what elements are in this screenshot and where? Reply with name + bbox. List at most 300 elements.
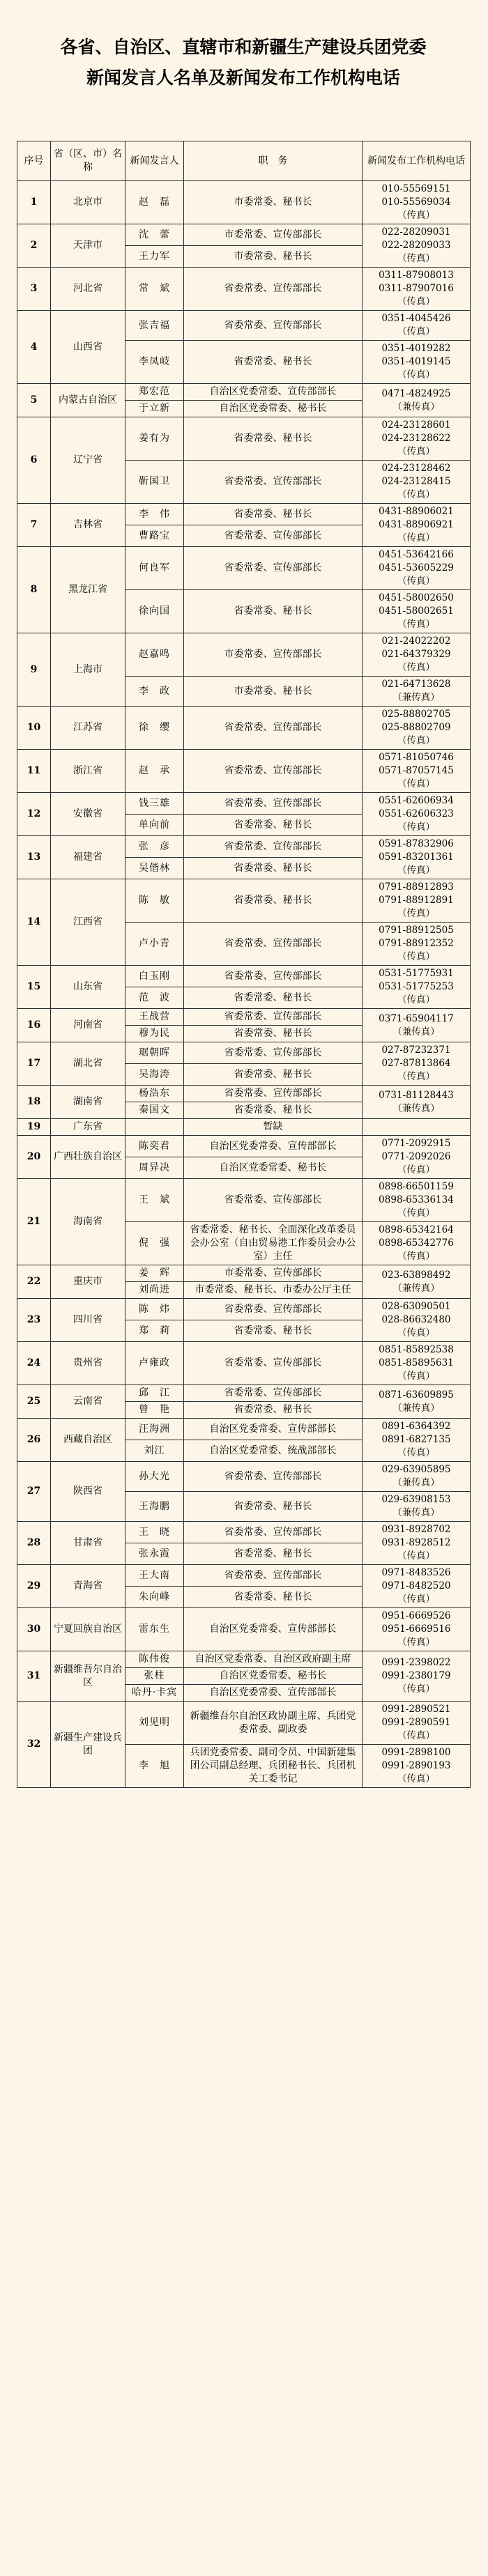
phone-line: 0931-8928702 — [381, 1524, 451, 1535]
spokesperson-position: 省委常委、秘书长 — [184, 417, 363, 461]
row-number: 27 — [17, 1462, 51, 1522]
spokesperson-name: 沈 蕾 — [125, 224, 184, 246]
phone-line: 025-88802705 — [381, 709, 451, 720]
table-row — [17, 384, 471, 401]
spokesperson-position: 省委常委、宣传部部长 — [184, 525, 363, 547]
spokesperson-position: 省委常委、宣传部部长 — [184, 966, 363, 987]
row-number: 2 — [17, 224, 51, 268]
spokesperson-position: 省委常委、秘书长 — [184, 1402, 363, 1419]
phone-line: 0791-88912505 — [379, 925, 454, 936]
spokesperson-name: 郑宏范 — [125, 384, 184, 401]
row-number: 22 — [17, 1265, 51, 1299]
spokesperson-position: 省委常委、宣传部部长 — [184, 547, 363, 590]
region-name: 海南省 — [51, 1179, 125, 1265]
phone-line: 0951-6669516 — [381, 1624, 451, 1635]
row-number: 25 — [17, 1385, 51, 1419]
row-number: 32 — [17, 1702, 51, 1788]
table-row — [17, 1462, 471, 1492]
spokesperson-name: 赵 磊 — [125, 181, 184, 224]
phone-line: 025-88802709 — [381, 722, 451, 733]
spokesperson-name: 徐向国 — [125, 590, 184, 633]
phone-line: （传真） — [397, 662, 435, 673]
spokesperson-position: 省委常委、秘书长 — [184, 1587, 363, 1608]
row-number: 24 — [17, 1342, 51, 1385]
phone-cell — [363, 1565, 471, 1608]
phone-line: 021-64713628 — [381, 679, 451, 690]
region-name: 广东省 — [51, 1119, 125, 1136]
phone-line: 0791-88912352 — [379, 938, 454, 949]
phone-cell — [363, 750, 471, 793]
phone-line: （传真） — [397, 1327, 435, 1339]
spokesperson-name: 陈伟俊 — [125, 1651, 184, 1668]
spokesperson-position: 自治区党委常委、统战部部长 — [184, 1440, 363, 1462]
phone-line: 0471-4824925 — [381, 387, 451, 399]
spokesperson-name: 孙大光 — [125, 1462, 184, 1492]
spokesperson-position: 省委常委、宣传部部长 — [184, 311, 363, 341]
phone-line: 0991-2380179 — [381, 1670, 451, 1681]
table-row — [17, 1565, 471, 1587]
phone-line: （传真） — [397, 489, 435, 500]
spokesperson-position: 省委常委、秘书长 — [184, 1320, 363, 1342]
table-row — [17, 793, 471, 815]
phone-cell — [363, 504, 471, 547]
spokesperson-position: 省委常委、秘书长 — [184, 815, 363, 836]
region-name: 山东省 — [51, 966, 125, 1009]
spokesperson-name: 何良军 — [125, 547, 184, 590]
spokesperson-name: 白玉刚 — [125, 966, 184, 987]
spokesperson-name: 钱三雄 — [125, 793, 184, 815]
spokesperson-name: 徐 缨 — [125, 707, 184, 750]
spokesperson-position: 省委常委、宣传部部长 — [184, 707, 363, 750]
phone-line: （传真） — [397, 1251, 435, 1262]
row-number: 4 — [17, 311, 51, 384]
phone-line: 0991-2898100 — [381, 1747, 451, 1758]
table-row — [17, 504, 471, 525]
row-number: 17 — [17, 1042, 51, 1086]
spokesperson-position: 省委常委、秘书长 — [184, 858, 363, 879]
phone-line: 029-63905895 — [381, 1464, 451, 1475]
region-name: 黑龙江省 — [51, 547, 125, 633]
title-block — [17, 32, 470, 141]
row-number: 6 — [17, 417, 51, 504]
table-row — [17, 417, 471, 461]
phone-line: （传真） — [397, 735, 435, 746]
phone-line: （传真） — [397, 1637, 435, 1648]
phone-cell — [363, 1522, 471, 1565]
phone-line: 0591-83201361 — [379, 851, 454, 863]
spokesperson-name: 李 伟 — [125, 504, 184, 525]
phone-cell — [363, 879, 471, 923]
table-row — [17, 181, 471, 224]
phone-line: （传真） — [397, 1683, 435, 1695]
spokesperson-name: 张吉福 — [125, 311, 184, 341]
phone-line: （兼传真） — [392, 401, 440, 412]
phone-line: 021-64379329 — [381, 649, 451, 660]
phone-cell — [363, 268, 471, 311]
phone-cell — [363, 1745, 471, 1788]
table-row — [17, 966, 471, 987]
row-number: 23 — [17, 1299, 51, 1342]
page-title — [17, 32, 470, 93]
spokesperson-name: 李凤岐 — [125, 341, 184, 384]
phone-cell — [363, 836, 471, 879]
table-row — [17, 1608, 471, 1651]
spokesperson-position: 省委常委、宣传部部长 — [184, 1042, 363, 1064]
region-name: 宁夏回族自治区 — [51, 1608, 125, 1651]
spokesperson-name: 李 旭 — [125, 1745, 184, 1788]
spokesperson-position: 省委常委、秘书长 — [184, 590, 363, 633]
phone-line: 010-55569034 — [381, 196, 451, 208]
spokesperson-name: 汪海洲 — [125, 1419, 184, 1440]
spokesperson-position: 省委常委、宣传部部长 — [184, 836, 363, 858]
table-row — [17, 1136, 471, 1157]
phone-line: （传真） — [397, 532, 435, 543]
phone-cell — [363, 1009, 471, 1042]
phone-line: 0851-85892538 — [379, 1344, 454, 1355]
spokesperson-name: 赵嘉鸣 — [125, 633, 184, 677]
phone-cell — [363, 1462, 471, 1492]
header-position: 职 务 — [184, 141, 363, 181]
spokesperson-name: 常 斌 — [125, 268, 184, 311]
spokesperson-position: 市委常委、秘书长 — [184, 677, 363, 707]
region-name: 福建省 — [51, 836, 125, 879]
phone-line: 024-23128622 — [381, 433, 451, 444]
spokesperson-name: 姜有为 — [125, 417, 184, 461]
region-name: 新疆维吾尔自治区 — [51, 1651, 125, 1702]
row-number: 26 — [17, 1419, 51, 1462]
phone-line: （传真） — [397, 1371, 435, 1382]
spokesperson-position: 市委常委、秘书长 — [184, 181, 363, 224]
phone-line: 0311-87907016 — [379, 283, 454, 294]
phone-line: （传真） — [397, 865, 435, 876]
region-name: 天津市 — [51, 224, 125, 268]
table-row — [17, 1419, 471, 1440]
phone-cell — [363, 547, 471, 590]
spokesperson-name: 王 斌 — [125, 1179, 184, 1222]
region-name: 贵州省 — [51, 1342, 125, 1385]
spokesperson-position: 省委常委、秘书长 — [184, 504, 363, 525]
spokesperson-position: 自治区党委常委、宣传部部长 — [184, 1608, 363, 1651]
phone-line: （兼传真） — [392, 1282, 440, 1294]
table-row — [17, 1651, 471, 1668]
spokesperson-position: 省委常委、秘书长 — [184, 987, 363, 1009]
region-name: 上海市 — [51, 633, 125, 707]
phone-line: 0451-58002650 — [379, 592, 454, 603]
header-phone: 新闻发布工作机构电话 — [363, 141, 471, 181]
phone-cell — [363, 923, 471, 966]
region-name: 西藏自治区 — [51, 1419, 125, 1462]
row-number: 10 — [17, 707, 51, 750]
phone-line: 024-23128601 — [381, 419, 451, 431]
spokesperson-name: 秦国文 — [125, 1102, 184, 1119]
table-row — [17, 1385, 471, 1402]
phone-cell — [363, 633, 471, 677]
phone-cell — [363, 677, 471, 707]
phone-line: （兼传真） — [392, 1402, 440, 1414]
spokesperson-name: 朱向峰 — [125, 1587, 184, 1608]
spokesperson-position: 省委常委、宣传部部长 — [184, 1565, 363, 1587]
region-name: 内蒙古自治区 — [51, 384, 125, 417]
row-number: 9 — [17, 633, 51, 707]
phone-cell — [363, 417, 471, 461]
table-row — [17, 1522, 471, 1543]
spokesperson-position: 自治区党委常委、宣传部部长 — [184, 1685, 363, 1702]
spokesperson-position: 省委常委、宣传部部长 — [184, 1299, 363, 1320]
spokesperson-name: 单向前 — [125, 815, 184, 836]
region-name: 山西省 — [51, 311, 125, 384]
row-number: 12 — [17, 793, 51, 836]
phone-line: （传真） — [397, 778, 435, 789]
phone-line: 022-28209033 — [381, 240, 451, 251]
phone-line: 0971-8483526 — [381, 1567, 451, 1578]
spokesperson-name: 范 波 — [125, 987, 184, 1009]
phone-line: 0771-2092026 — [381, 1151, 451, 1162]
phone-line: （传真） — [397, 619, 435, 630]
phone-line: 0531-51775253 — [379, 981, 454, 992]
spokesperson-name: 雷东生 — [125, 1608, 184, 1651]
spokesperson-position: 省委常委、宣传部部长 — [184, 1009, 363, 1026]
spokesperson-position: 自治区党委常委、秘书长 — [184, 1668, 363, 1685]
spokesperson-position: 自治区党委常委、宣传部部长 — [184, 1419, 363, 1440]
row-number: 1 — [17, 181, 51, 224]
phone-line: （传真） — [397, 1071, 435, 1082]
phone-line: （传真） — [397, 253, 435, 264]
phone-cell — [363, 384, 471, 417]
spokesperson-position: 暂缺 — [184, 1119, 363, 1136]
spokesperson-position: 市委常委、秘书长、市委办公厅主任 — [184, 1282, 363, 1299]
spokesperson-name: 周异决 — [125, 1157, 184, 1179]
table-row — [17, 1042, 471, 1064]
row-number: 20 — [17, 1136, 51, 1179]
phone-cell — [363, 1419, 471, 1462]
phone-line: （传真） — [397, 1164, 435, 1175]
spokesperson-position: 市委常委、秘书长 — [184, 246, 363, 268]
region-name: 北京市 — [51, 181, 125, 224]
spokesperson-name: 哈丹·卡宾 — [125, 1685, 184, 1702]
region-name: 辽宁省 — [51, 417, 125, 504]
row-number: 14 — [17, 879, 51, 966]
row-number: 7 — [17, 504, 51, 547]
phone-line: 0791-88912893 — [379, 881, 454, 893]
spokesperson-position: 省委常委、秘书长 — [184, 879, 363, 923]
row-number: 8 — [17, 547, 51, 633]
spokesperson-position: 省委常委、宣传部部长 — [184, 1385, 363, 1402]
spokesperson-name: 曹路宝 — [125, 525, 184, 547]
spokesperson-position: 省委常委、宣传部部长 — [184, 461, 363, 504]
phone-line: 024-23128415 — [381, 476, 451, 487]
spokesperson-name: 王战营 — [125, 1009, 184, 1026]
row-number: 3 — [17, 268, 51, 311]
phone-line: （传真） — [397, 1594, 435, 1605]
spokesperson-position: 省委常委、宣传部部长 — [184, 1086, 363, 1102]
spokesperson-position: 省委常委、秘书长 — [184, 1064, 363, 1086]
spokesperson-name: 张 彦 — [125, 836, 184, 858]
table-row — [17, 1119, 471, 1136]
spokesperson-name: 吴偕林 — [125, 858, 184, 879]
table-row — [17, 311, 471, 341]
row-number: 16 — [17, 1009, 51, 1042]
phone-cell — [363, 224, 471, 268]
spokesperson-position: 自治区党委常委、宣传部部长 — [184, 1136, 363, 1157]
spokesperson-name: 张永霞 — [125, 1543, 184, 1565]
phone-line: 0591-87832906 — [379, 838, 454, 849]
row-number: 31 — [17, 1651, 51, 1702]
spokesperson-name: 王海鹏 — [125, 1492, 184, 1522]
phone-line: 0898-65342164 — [379, 1224, 454, 1235]
spokesperson-position: 市委常委、宣传部部长 — [184, 1265, 363, 1282]
region-name: 河北省 — [51, 268, 125, 311]
phone-line: （兼传真） — [392, 1477, 440, 1488]
spokesperson-position: 省委常委、秘书长 — [184, 1102, 363, 1119]
phone-line: （传真） — [397, 210, 435, 221]
row-number: 11 — [17, 750, 51, 793]
spokesperson-name: 曾 艳 — [125, 1402, 184, 1419]
region-name: 陕西省 — [51, 1462, 125, 1522]
spokesperson-position: 自治区党委常委、秘书长 — [184, 401, 363, 417]
phone-line: 0351-4019282 — [381, 343, 451, 354]
region-name: 重庆市 — [51, 1265, 125, 1299]
table-row — [17, 1265, 471, 1282]
phone-line: 0571-81050746 — [379, 752, 454, 763]
spokesperson-name: 李 政 — [125, 677, 184, 707]
spokesperson-position: 新疆维吾尔自治区政协副主席、兵团党委常委、副政委 — [184, 1702, 363, 1745]
phone-line: （兼传真） — [392, 1026, 440, 1038]
phone-cell — [363, 590, 471, 633]
spokesperson-position: 自治区党委常委、宣传部部长 — [184, 384, 363, 401]
phone-line: 0551-62606934 — [379, 795, 454, 806]
spokesperson-position: 省委常委、宣传部部长 — [184, 1522, 363, 1543]
phone-line: （传真） — [397, 369, 435, 380]
table-row — [17, 268, 471, 311]
phone-cell — [363, 966, 471, 1009]
region-name: 广西壮族自治区 — [51, 1136, 125, 1179]
region-name: 安徽省 — [51, 793, 125, 836]
region-name: 河南省 — [51, 1009, 125, 1042]
phone-cell — [363, 1385, 471, 1419]
phone-line: 0431-88906021 — [379, 506, 454, 517]
table-row — [17, 707, 471, 750]
phone-cell — [363, 461, 471, 504]
row-number: 28 — [17, 1522, 51, 1565]
phone-line: 0571-87057145 — [379, 765, 454, 776]
phone-line: 0731-81128443 — [379, 1089, 454, 1101]
spokesperson-name: 靳国卫 — [125, 461, 184, 504]
phone-line: 0531-51775931 — [379, 968, 454, 979]
row-number: 13 — [17, 836, 51, 879]
phone-cell — [363, 1651, 471, 1702]
spokesperson-name: 陈 敏 — [125, 879, 184, 923]
phone-line: 0451-53605229 — [379, 562, 454, 573]
spokesperson-position: 省委常委、秘书长 — [184, 1026, 363, 1042]
spokesperson-name: 王大南 — [125, 1565, 184, 1587]
spokesperson-name: 陈 炜 — [125, 1299, 184, 1320]
spokesperson-table — [17, 141, 471, 1788]
spokesperson-position: 省委常委、秘书长 — [184, 341, 363, 384]
phone-line: （传真） — [397, 1208, 435, 1219]
spokesperson-name: 王 晓 — [125, 1522, 184, 1543]
phone-line: （传真） — [397, 576, 435, 587]
spokesperson-position: 省委常委、秘书长、全面深化改革委员会办公室（自由贸易港工作委员会办公室）主任 — [184, 1222, 363, 1265]
table-row — [17, 836, 471, 858]
spokesperson-name — [125, 1119, 184, 1136]
phone-line: （传真） — [397, 951, 435, 962]
table-row — [17, 224, 471, 246]
phone-line: 0931-8928512 — [381, 1537, 451, 1548]
phone-cell — [363, 341, 471, 384]
phone-cell — [363, 1136, 471, 1179]
title-line-2: 新闻发言人名单及新闻发布工作机构电话 — [86, 68, 400, 88]
spokesperson-position: 市委常委、宣传部部长 — [184, 633, 363, 677]
row-number: 30 — [17, 1608, 51, 1651]
spokesperson-position: 省委常委、秘书长 — [184, 1492, 363, 1522]
phone-line: 0551-62606323 — [379, 808, 454, 819]
phone-line: （传真） — [397, 822, 435, 833]
row-number: 15 — [17, 966, 51, 1009]
phone-line: 0871-63609895 — [379, 1389, 454, 1401]
table-row — [17, 1086, 471, 1102]
row-number: 18 — [17, 1086, 51, 1119]
region-name: 新疆生产建设兵团 — [51, 1702, 125, 1788]
phone-line: 0371-65904117 — [379, 1012, 454, 1024]
phone-line: 0951-6669526 — [381, 1610, 451, 1621]
phone-line: 022-28209031 — [381, 226, 451, 238]
phone-line: 0898-65336134 — [379, 1194, 454, 1205]
table-row — [17, 1009, 471, 1026]
spokesperson-name: 吴海涛 — [125, 1064, 184, 1086]
table-row — [17, 1342, 471, 1385]
phone-line: 023-63898492 — [381, 1269, 451, 1281]
phone-line: 0991-2890521 — [381, 1704, 451, 1715]
spokesperson-name: 王力军 — [125, 246, 184, 268]
title-line-1: 各省、自治区、直辖市和新疆生产建设兵团党委 — [60, 37, 427, 57]
phone-line: （传真） — [397, 446, 435, 457]
phone-line: 0451-53642166 — [379, 549, 454, 560]
phone-line: 0311-87908013 — [379, 270, 454, 281]
phone-line: 029-63908153 — [381, 1494, 451, 1505]
spokesperson-name: 穆为民 — [125, 1026, 184, 1042]
phone-cell — [363, 1222, 471, 1265]
header-name: 新闻发言人 — [125, 141, 184, 181]
phone-line: 0898-66501159 — [379, 1181, 454, 1192]
spokesperson-position: 省委常委、秘书长 — [184, 1543, 363, 1565]
phone-cell — [363, 793, 471, 836]
table-row — [17, 633, 471, 677]
spokesperson-name: 琚朝晖 — [125, 1042, 184, 1064]
spokesperson-name: 赵 承 — [125, 750, 184, 793]
table-row — [17, 1299, 471, 1320]
region-name: 湖南省 — [51, 1086, 125, 1119]
table-header-row — [17, 141, 471, 181]
phone-line: 0431-88906921 — [379, 519, 454, 530]
table-row — [17, 879, 471, 923]
region-name: 四川省 — [51, 1299, 125, 1342]
row-number: 21 — [17, 1179, 51, 1265]
region-name: 江苏省 — [51, 707, 125, 750]
region-name: 青海省 — [51, 1565, 125, 1608]
spokesperson-name: 倪 强 — [125, 1222, 184, 1265]
phone-line: 028-63090501 — [381, 1301, 451, 1312]
phone-line: 0891-6827135 — [381, 1434, 451, 1445]
phone-line: （传真） — [397, 1730, 435, 1741]
phone-line: 0971-8482520 — [381, 1580, 451, 1591]
phone-line: 027-87813864 — [381, 1058, 451, 1069]
phone-line: 024-23128462 — [381, 463, 451, 474]
phone-line: （传真） — [397, 1550, 435, 1561]
phone-cell — [363, 1086, 471, 1119]
spokesperson-name: 刘尚进 — [125, 1282, 184, 1299]
phone-cell — [363, 181, 471, 224]
table-row — [17, 547, 471, 590]
